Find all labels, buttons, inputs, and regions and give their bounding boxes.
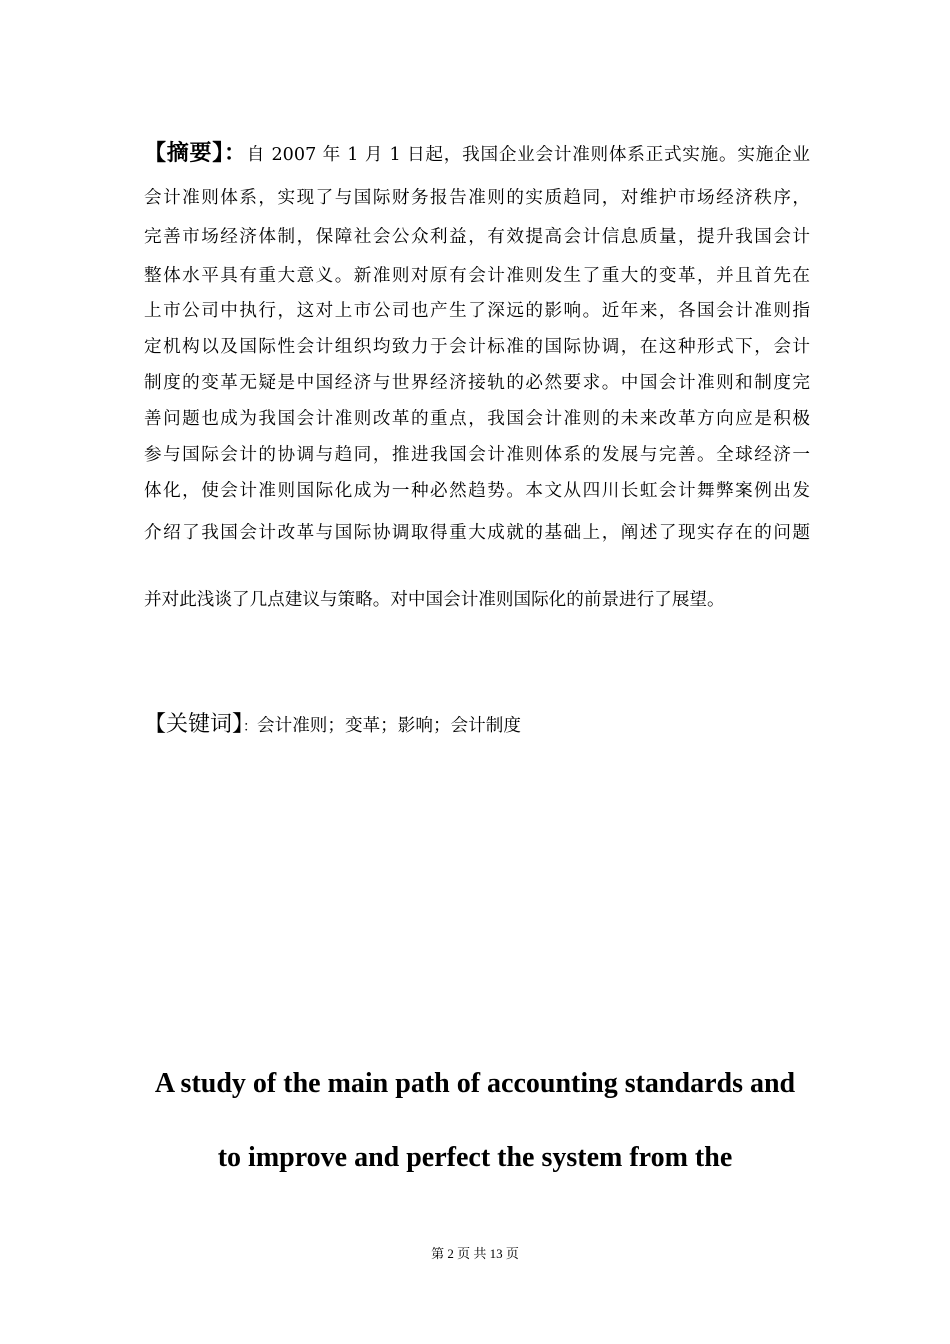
abstract-text-line: 自 2007 年 1 月 1 日起，我国企业会计准则体系正式实施。实施企业 [246,145,810,165]
abstract-text-line: 制度的变革无疑是中国经济与世界经济接轨的必然要求。中国会计准则和制度完 [144,373,810,393]
abstract-text-line: 介绍了我国会计改革与国际协调取得重大成就的基础上，阐述了现实存在的问题 [144,523,810,543]
abstract-text-line: 体化，使会计准则国际化成为一种必然趋势。本文从四川长虹会计舞弊案例出发 [144,481,810,501]
abstract-text-line: 整体水平具有重大意义。新准则对原有会计准则发生了重大的变革，并且首先在 [144,266,810,286]
abstract-text-line: 完善市场经济体制，保障社会公众利益，有效提高会计信息质量，提升我国会计 [144,227,810,247]
keywords-section [144,706,810,744]
keywords-label: 【关键词】 [144,712,244,737]
english-title-line-2: to improve and perfect the system from the [217,1142,733,1173]
abstract-text-line: 定机构以及国际性会计组织均致力于会计标准的国际协调，在这种形式下，会计 [144,337,810,357]
abstract-text-line: 参与国际会计的协调与趋同，推进我国会计准则体系的发展与完善。全球经济一 [144,445,810,465]
abstract-text-line: 善问题也成为我国会计准则改革的重点，我国会计准则的未来改革方向应是积极 [144,409,810,429]
abstract-text-line: 并对此浅谈了几点建议与策略。对中国会计准则国际化的前景进行了展望。 [144,590,725,610]
english-title-line-1: A study of the main path of accounting standards and [154,1068,796,1099]
abstract-text-line: 上市公司中执行，这对上市公司也产生了深远的影响。近年来，各国会计准则指 [144,301,810,321]
abstract-line-1 [144,136,810,172]
keywords-colon: ： [243,719,258,735]
abstract-label: 【摘要】 [144,141,225,166]
page-footer: 第 2 页 共 13 页 [431,1246,519,1261]
abstract-colon: ： [224,141,247,166]
keywords-text: 会计准则；变革；影响；会计制度 [257,716,521,736]
abstract-text-line: 会计准则体系，实现了与国际财务报告准则的实质趋同，对维护市场经济秩序， [144,188,810,208]
